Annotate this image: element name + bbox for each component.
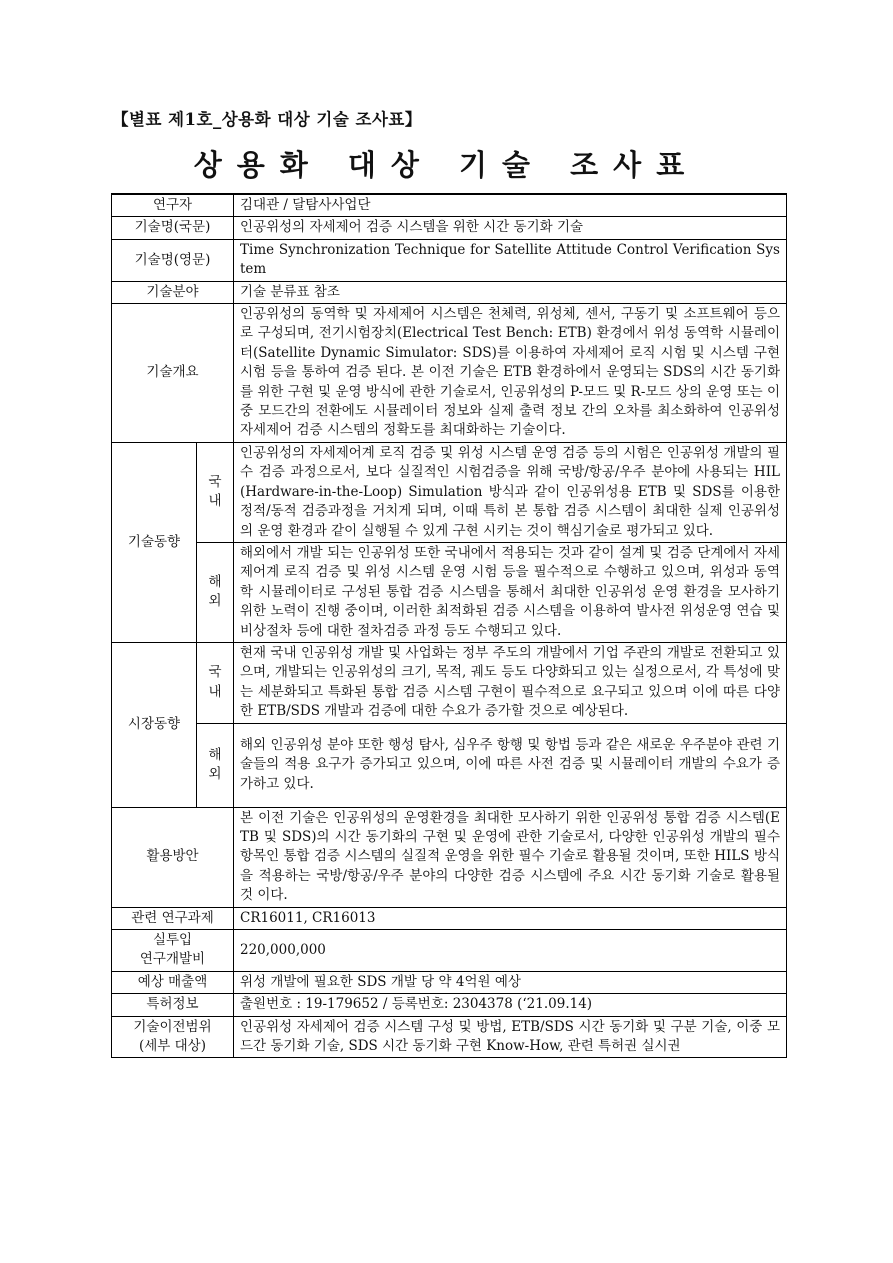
market-trend-overseas-label: 해외	[197, 723, 234, 807]
tech-trend-label: 기술동향	[112, 442, 197, 642]
researcher-value: 김대관 / 달탐사사업단	[234, 194, 787, 217]
usage-value: 본 이전 기술은 인공위성의 운영환경을 최대한 모사하기 위한 인공위성 통합 검증 시스템(ETB 및 SDS)의 시간 동기화의 구현 및 운영에 관한 기술로서, 다양한 인공위성 개발의 필수 항목인 통합 검증 시스템의 실질적 운영을 위한 필수 기술로 활용될 것이며, 또한 HILS 방식을 적용하는 국방/항공/우주 분야의 다양한 검증 시스템에 주요 시간 동기화 기술로 활용될 것 이다.	[234, 807, 787, 907]
table-row	[112, 807, 787, 907]
table-row	[112, 971, 787, 993]
patent-label: 특허정보	[112, 994, 234, 1016]
tech-name-en-value: Time Synchronization Technique for Satellite Attitude Control Verification System	[234, 239, 787, 281]
table-row	[112, 542, 787, 642]
table-row	[112, 304, 787, 443]
table-row	[112, 1016, 787, 1058]
table-row	[112, 442, 787, 542]
page-title: 상용화 대상 기술 조사표	[193, 148, 700, 182]
overview-value: 인공위성의 동역학 및 자세제어 시스템은 천체력, 위성체, 센서, 구동기 및 소프트웨어 등으로 구성되며, 전기시험장치(Electrical Test Bench: ETB) 환경에서 위성 동역학 시뮬레이터(Satellite Dynamic Simulator: SDS)를 이용하여 자세제어 로직 시험 및 시스템 구현 시험 등을 통하여 검증 된다. 본 이전 기술은 ETB 환경하에서 운영되는 SDS의 시간 동기화를 위한 구현 및 운영 방식에 관한 기술로서, 인공위성의 P-모드 및 R-모드 상의 운영 또는 이중 모드간의 전환에도 시뮬레이터 정보와 실제 출력 정보 간의 오차를 최소화하여 인공위성 자세제어 검증 시스템의 정확도를 최대화하는 기술이다.	[234, 304, 787, 443]
table-row	[112, 930, 787, 972]
transfer-scope-value: 인공위성 자세제어 검증 시스템 구성 및 방법, ETB/SDS 시간 동기화 및 구분 기술, 이중 모드간 동기화 기술, SDS 시간 동기화 구현 Know-How, 관련 특허권 실시권	[234, 1016, 787, 1058]
document-tag: 【별표 제1호_상용화 대상 기술 조사표】	[112, 110, 422, 129]
market-trend-domestic-value: 현재 국내 인공위성 개발 및 사업화는 정부 주도의 개발에서 기업 주관의 개발로 전환되고 있으며, 개발되는 인공위성의 크기, 목적, 궤도 등도 다양화되고 있는 실정으로서, 각 특성에 맞는 세분화되고 특화된 통합 검증 시스템 구현이 필수적으로 요구되고 있으며 이에 따른 다양한 ETB/SDS 개발과 검증에 대한 수요가 증가할 것으로 예상된다.	[234, 642, 787, 723]
table-row	[112, 281, 787, 303]
tech-trend-domestic-label: 국내	[197, 442, 234, 542]
rnd-cost-label-line2: 연구개발비	[139, 951, 206, 968]
tech-trend-domestic-value: 인공위성의 자세제어계 로직 검증 및 위성 시스템 운영 검증 등의 시험은 인공위성 개발의 필수 검증 과정으로서, 보다 실질적인 시험검증을 위해 국방/항공/우주 분야에 사용되는 HIL(Hardware-in-the-Loop) Simulation 방식과 같이 인공위성용 ETB 및 SDS를 이용한 정적/동적 검증과정을 거치게 되며, 이때 특히 본 통합 검증 시스템이 최대한 실제 인공위성의 운영 환경과 같이 실행될 수 있게 구현 시키는 것이 핵심기술로 평가되고 있다.	[234, 442, 787, 542]
projects-value: CR16011, CR16013	[234, 907, 787, 929]
table-row	[112, 217, 787, 239]
rnd-cost-label-line1: 실투입	[152, 932, 193, 948]
usage-label: 활용방안	[112, 807, 234, 907]
table-row	[112, 994, 787, 1016]
tech-name-ko-value: 인공위성의 자세제어 검증 시스템을 위한 시간 동기화 기술	[234, 217, 787, 239]
table-row	[112, 239, 787, 281]
table-row	[112, 194, 787, 217]
transfer-scope-label-line1: 기술이전범위	[133, 1018, 212, 1035]
overview-label: 기술개요	[112, 304, 234, 443]
tech-trend-overseas-label: 해외	[197, 542, 234, 642]
expected-sales-value: 위성 개발에 필요한 SDS 개발 당 약 4억원 예상	[234, 971, 787, 993]
expected-sales-label: 예상 매출액	[112, 971, 234, 993]
rnd-cost-label	[112, 930, 234, 972]
market-trend-domestic-label: 국내	[197, 642, 234, 723]
table-row	[112, 642, 787, 723]
survey-table	[111, 193, 787, 1058]
patent-value: 출원번호 : 19-179652 / 등록번호: 2304378 (‘21.09.14)	[234, 994, 787, 1016]
transfer-scope-label-line2: (세부 대상)	[139, 1038, 206, 1055]
projects-label: 관련 연구과제	[112, 907, 234, 929]
researcher-label: 연구자	[112, 194, 234, 217]
tech-name-en-label: 기술명(영문)	[112, 239, 234, 281]
table-row	[112, 907, 787, 929]
tech-name-ko-label: 기술명(국문)	[112, 217, 234, 239]
tech-field-value: 기술 분류표 참조	[234, 281, 787, 303]
tech-field-label: 기술분야	[112, 281, 234, 303]
table-row	[112, 723, 787, 807]
transfer-scope-label	[112, 1016, 234, 1058]
market-trend-label: 시장동향	[112, 642, 197, 807]
tech-trend-overseas-value: 해외에서 개발 되는 인공위성 또한 국내에서 적용되는 것과 같이 설계 및 검증 단계에서 자세제어계 로직 검증 및 위성 시스템 운영 시험 등을 필수적으로 수행하고 있으며, 위성과 동역학 시뮬레이터로 구성된 통합 검증 시스템을 통해서 최대한 인공위성 운영 환경을 모사하기 위한 노력이 진행 중이며, 이러한 최적화된 검증 시스템을 이용하여 발사전 위성운영 연습 및 비상절차 등에 대한 절차검증 과정 등도 수행되고 있다.	[234, 542, 787, 642]
rnd-cost-value: 220,000,000	[234, 930, 787, 972]
market-trend-overseas-value: 해외 인공위성 분야 또한 행성 탐사, 심우주 항행 및 항법 등과 같은 새로운 우주분야 관련 기술들의 적용 요구가 증가되고 있으며, 이에 따른 사전 검증 및 시뮬레이터 개발의 수요가 증가하고 있다.	[234, 723, 787, 807]
